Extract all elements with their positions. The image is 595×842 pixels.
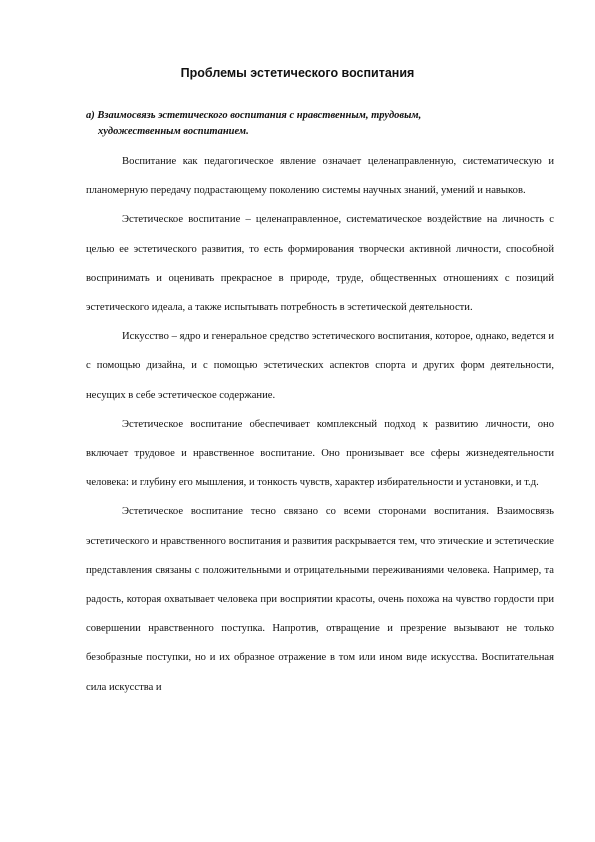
document-title: Проблемы эстетического воспитания	[180, 66, 415, 80]
section-subheading	[86, 108, 516, 140]
paragraph: Эстетическое воспитание – целенаправленное, систематическое воздействие на личность с целью ее эстетического развития, то есть формирования творчески активной личности, способной воспринимать и оценивать прекрасное в природе, труде, общественных отношениях с позиций эстетического идеала, а также испытывать потребность в эстетической деятельности.	[86, 214, 554, 314]
paragraph: Воспитание как педагогическое явление означает целенаправленную, систематическую и планомерную передачу подрастающему поколению системы научных знаний, умений и навыков.	[86, 156, 554, 197]
paragraph: Эстетическое воспитание обеспечивает комплексный подход к развитию личности, оно включает трудовое и нравственное воспитание. Оно пронизывает все сферы жизнедеятельности человека: и глубину его мышления, и тонкость чувств, характер избирательности и установки, и т.д.	[86, 418, 554, 489]
subheading-line-2: художественным воспитанием.	[98, 126, 249, 137]
subheading-line-1: а) Взаимосвязь эстетического воспитания с нравственным, трудовым,	[86, 110, 422, 121]
paragraph: Искусство – ядро и генеральное средство эстетического воспитания, которое, однако, ведется и с помощью дизайна, и с помощью эстетических аспектов спорта и других форм деятельности, несущих в себе эстетическое содержание.	[86, 331, 554, 401]
document-body	[86, 147, 554, 702]
paragraph: Эстетическое воспитание тесно связано со всеми сторонами воспитания. Взаимосвязь эстетического и нравственного воспитания и развития раскрывается тем, что этические и эстетические представления связаны с положительными и отрицательными переживаниями человека. Например, та радость, которая охватывает человека при восприятии красоты, очень похожа на чувство гордости при совершении нравственного поступка. Напротив, отвращение и презрение вызывают не только безобразные поступки, но и их образное отражение в том или ином виде искусства. Воспитательная сила искусства и	[86, 506, 554, 693]
